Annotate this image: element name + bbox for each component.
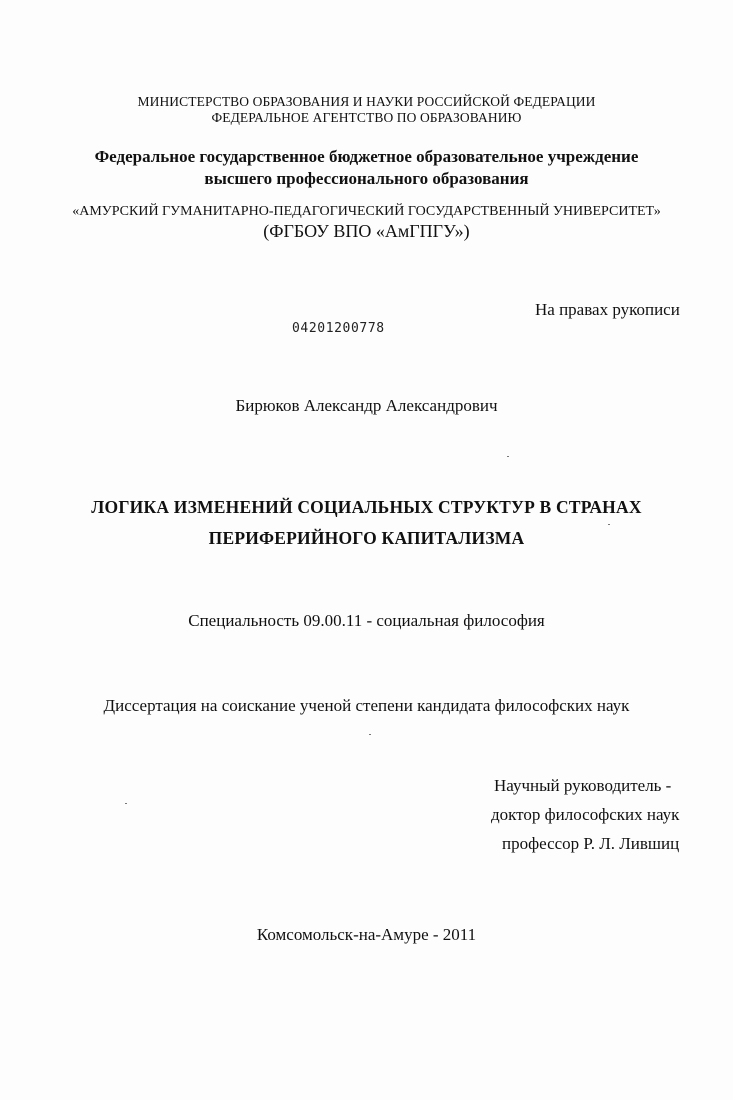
dissertation-title-line-2: ПЕРИФЕРИЙНОГО КАПИТАЛИЗМА xyxy=(208,528,525,548)
scan-speck xyxy=(608,524,610,525)
scan-speck xyxy=(369,734,371,735)
university-abbreviation: (ФГБОУ ВПО «АмГПГУ») xyxy=(263,221,470,241)
registration-number: 04201200778 xyxy=(292,321,385,336)
city-year-footer: Комсомольск-на-Амуре - 2011 xyxy=(256,925,477,944)
supervisor-degree: доктор философских наук xyxy=(491,805,680,824)
specialty-line: Специальность 09.00.11 - социальная философия xyxy=(188,611,545,630)
supervisor-label: Научный руководитель - xyxy=(494,776,672,795)
manuscript-rights-note: На правах рукописи xyxy=(535,300,680,319)
supervisor-name: профессор Р. Л. Лившиц xyxy=(502,834,680,853)
institution-line-2: высшего профессионального образования xyxy=(204,169,529,188)
institution-line-1: Федеральное государственное бюджетное образовательное учреждение xyxy=(94,147,639,166)
dissertation-title-line-1: ЛОГИКА ИЗМЕНЕНИЙ СОЦИАЛЬНЫХ СТРУКТУР В СТРАНАХ xyxy=(91,497,642,517)
author-name: Бирюков Александр Александрович xyxy=(235,396,498,415)
ministry-heading: МИНИСТЕРСТВО ОБРАЗОВАНИЯ И НАУКИ РОССИЙСКОЙ ФЕДЕРАЦИИ xyxy=(137,94,596,109)
agency-heading: ФЕДЕРАЛЬНОЕ АГЕНТСТВО ПО ОБРАЗОВАНИЮ xyxy=(211,110,522,125)
scan-speck xyxy=(125,803,127,804)
university-name: «АМУРСКИЙ ГУМАНИТАРНО-ПЕДАГОГИЧЕСКИЙ ГОСУДАРСТВЕННЫЙ УНИВЕРСИТЕТ» xyxy=(72,204,661,219)
scan-speck xyxy=(507,456,509,457)
degree-line: Диссертация на соискание ученой степени кандидата философских наук xyxy=(103,696,630,715)
